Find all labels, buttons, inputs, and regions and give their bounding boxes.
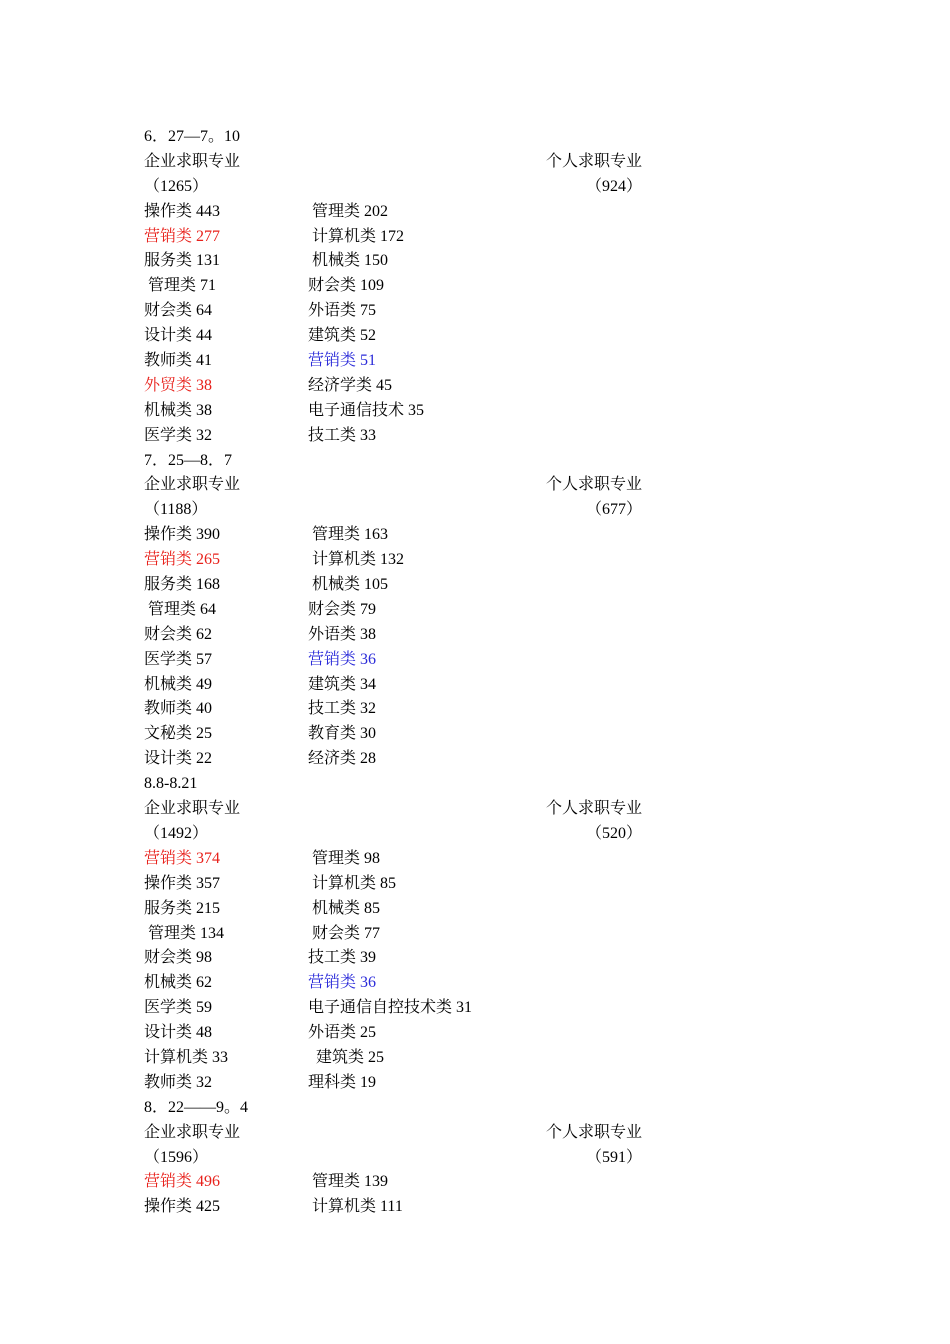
section-total-line bbox=[144, 822, 844, 847]
section-date-line bbox=[144, 125, 844, 150]
enterprise-major: 医学类 32 bbox=[144, 426, 213, 444]
individual-total: （924） bbox=[586, 177, 643, 195]
individual-major: 管理类 163 bbox=[308, 526, 389, 544]
data-row bbox=[144, 299, 844, 324]
data-row bbox=[144, 399, 844, 424]
enterprise-major: 服务类 168 bbox=[144, 576, 221, 594]
enterprise-major: 外贸类 38 bbox=[144, 376, 213, 394]
enterprise-major: 设计类 22 bbox=[144, 750, 213, 768]
individual-major: 外语类 25 bbox=[308, 1024, 377, 1042]
data-row bbox=[144, 523, 844, 548]
enterprise-major: 营销类 265 bbox=[144, 551, 221, 569]
data-row bbox=[144, 424, 844, 449]
section-header-line bbox=[144, 473, 844, 498]
enterprise-major: 机械类 62 bbox=[144, 974, 213, 992]
enterprise-major: 营销类 277 bbox=[144, 227, 221, 245]
data-row bbox=[144, 623, 844, 648]
enterprise-label: 企业求职专业 bbox=[144, 800, 241, 818]
data-row bbox=[144, 274, 844, 299]
individual-major: 营销类 36 bbox=[308, 974, 377, 992]
enterprise-major: 机械类 49 bbox=[144, 675, 213, 693]
section-date: 7．25—8．7 bbox=[144, 451, 233, 469]
individual-major: 理科类 19 bbox=[308, 1073, 377, 1091]
individual-major: 财会类 109 bbox=[308, 277, 385, 295]
enterprise-major: 营销类 496 bbox=[144, 1173, 221, 1191]
enterprise-major: 操作类 443 bbox=[144, 202, 221, 220]
section-header-line bbox=[144, 797, 844, 822]
individual-total: （591） bbox=[586, 1148, 643, 1166]
data-row bbox=[144, 996, 844, 1021]
enterprise-major: 财会类 98 bbox=[144, 949, 213, 967]
individual-major: 经济学类 45 bbox=[308, 376, 393, 394]
individual-major: 电子通信自控技术类 31 bbox=[308, 999, 473, 1017]
data-row bbox=[144, 374, 844, 399]
data-row bbox=[144, 1021, 844, 1046]
data-row bbox=[144, 673, 844, 698]
data-row bbox=[144, 1071, 844, 1096]
individual-major: 技工类 33 bbox=[308, 426, 377, 444]
data-row bbox=[144, 971, 844, 996]
enterprise-label: 企业求职专业 bbox=[144, 1123, 241, 1141]
section-header-line bbox=[144, 1121, 844, 1146]
individual-label: 个人求职专业 bbox=[546, 1123, 643, 1141]
individual-major: 技工类 32 bbox=[308, 700, 377, 718]
data-row bbox=[144, 648, 844, 673]
individual-label: 个人求职专业 bbox=[546, 800, 643, 818]
individual-major: 建筑类 52 bbox=[308, 327, 377, 345]
enterprise-major: 机械类 38 bbox=[144, 401, 213, 419]
data-row bbox=[144, 747, 844, 772]
individual-label: 个人求职专业 bbox=[546, 476, 643, 494]
enterprise-major: 设计类 48 bbox=[144, 1024, 213, 1042]
individual-major: 营销类 51 bbox=[308, 352, 377, 370]
data-row bbox=[144, 1170, 844, 1195]
individual-major: 财会类 79 bbox=[308, 600, 377, 618]
section-date-line bbox=[144, 772, 844, 797]
enterprise-major: 服务类 215 bbox=[144, 899, 221, 917]
enterprise-total: （1492） bbox=[144, 824, 209, 842]
individual-label: 个人求职专业 bbox=[546, 152, 643, 170]
data-row bbox=[144, 598, 844, 623]
enterprise-total: （1596） bbox=[144, 1148, 209, 1166]
individual-major: 营销类 36 bbox=[308, 650, 377, 668]
enterprise-total: （1188） bbox=[144, 501, 208, 519]
enterprise-major: 教师类 40 bbox=[144, 700, 213, 718]
individual-major: 管理类 202 bbox=[308, 202, 389, 220]
individual-major: 电子通信技术 35 bbox=[308, 401, 425, 419]
data-row bbox=[144, 548, 844, 573]
data-row bbox=[144, 697, 844, 722]
individual-major: 外语类 38 bbox=[308, 625, 377, 643]
enterprise-major: 设计类 44 bbox=[144, 327, 213, 345]
individual-total: （677） bbox=[586, 501, 643, 519]
section-date-line bbox=[144, 449, 844, 474]
data-row bbox=[144, 1195, 844, 1220]
individual-major: 计算机类 85 bbox=[308, 874, 397, 892]
section-date: 8．22——9。4 bbox=[144, 1098, 249, 1116]
enterprise-major: 文秘类 25 bbox=[144, 725, 213, 743]
enterprise-label: 企业求职专业 bbox=[144, 476, 241, 494]
enterprise-major: 教师类 41 bbox=[144, 352, 213, 370]
data-row bbox=[144, 324, 844, 349]
individual-major: 经济类 28 bbox=[308, 750, 377, 768]
enterprise-major: 管理类 71 bbox=[144, 277, 217, 295]
enterprise-major: 操作类 425 bbox=[144, 1198, 221, 1216]
enterprise-major: 财会类 62 bbox=[144, 625, 213, 643]
enterprise-total: （1265） bbox=[144, 177, 209, 195]
individual-major: 计算机类 172 bbox=[308, 227, 405, 245]
individual-major: 财会类 77 bbox=[308, 924, 381, 942]
individual-major: 外语类 75 bbox=[308, 302, 377, 320]
data-row bbox=[144, 922, 844, 947]
enterprise-major: 财会类 64 bbox=[144, 302, 213, 320]
section-header-line bbox=[144, 150, 844, 175]
enterprise-major: 医学类 57 bbox=[144, 650, 213, 668]
enterprise-major: 营销类 374 bbox=[144, 849, 221, 867]
enterprise-major: 操作类 390 bbox=[144, 526, 221, 544]
individual-major: 技工类 39 bbox=[308, 949, 377, 967]
individual-total: （520） bbox=[586, 824, 643, 842]
data-row bbox=[144, 200, 844, 225]
individual-major: 建筑类 34 bbox=[308, 675, 377, 693]
section-total-line bbox=[144, 175, 844, 200]
section-date: 8.8-8.21 bbox=[144, 775, 198, 793]
individual-major: 建筑类 25 bbox=[308, 1048, 385, 1066]
data-row bbox=[144, 249, 844, 274]
section-total-line bbox=[144, 1146, 844, 1171]
data-row bbox=[144, 946, 844, 971]
data-row bbox=[144, 1046, 844, 1071]
data-row bbox=[144, 225, 844, 250]
enterprise-major: 管理类 64 bbox=[144, 600, 217, 618]
enterprise-major: 计算机类 33 bbox=[144, 1048, 229, 1066]
individual-major: 机械类 105 bbox=[308, 576, 389, 594]
enterprise-major: 医学类 59 bbox=[144, 999, 213, 1017]
individual-major: 管理类 139 bbox=[308, 1173, 389, 1191]
document-body bbox=[144, 125, 844, 1220]
section-date: 6．27—7。10 bbox=[144, 128, 241, 145]
individual-major: 教育类 30 bbox=[308, 725, 377, 743]
section-total-line bbox=[144, 498, 844, 523]
data-row bbox=[144, 847, 844, 872]
data-row bbox=[144, 349, 844, 374]
enterprise-major: 服务类 131 bbox=[144, 252, 221, 270]
data-row bbox=[144, 897, 844, 922]
individual-major: 计算机类 132 bbox=[308, 551, 405, 569]
section-date-line bbox=[144, 1096, 844, 1121]
individual-major: 管理类 98 bbox=[308, 849, 381, 867]
data-row bbox=[144, 872, 844, 897]
individual-major: 机械类 150 bbox=[308, 252, 389, 270]
enterprise-major: 管理类 134 bbox=[144, 924, 225, 942]
enterprise-major: 教师类 32 bbox=[144, 1073, 213, 1091]
enterprise-major: 操作类 357 bbox=[144, 874, 221, 892]
data-row bbox=[144, 722, 844, 747]
individual-major: 计算机类 111 bbox=[308, 1198, 403, 1216]
enterprise-label: 企业求职专业 bbox=[144, 152, 241, 170]
individual-major: 机械类 85 bbox=[308, 899, 381, 917]
data-row bbox=[144, 573, 844, 598]
